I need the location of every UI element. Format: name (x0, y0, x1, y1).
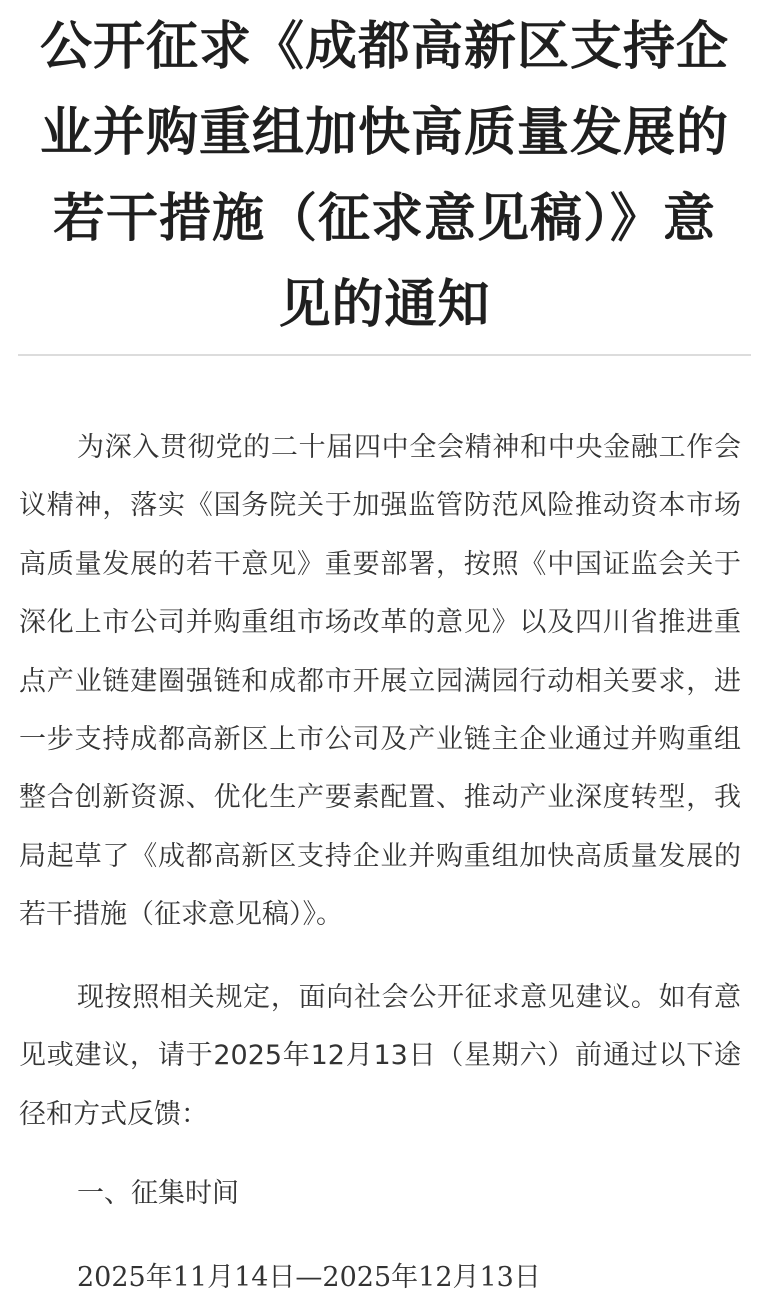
section-heading-collection-period: 一、征集时间 (77, 1178, 239, 1209)
article-title: 公开征求《成都高新区支持企业并购重组加快高质量发展的若干措施（征求意见稿）》意见的通知 (39, 17, 729, 335)
body-paragraph-intro: 为深入贯彻党的二十届四中全会精神和中央金融工作会议精神，落实《国务院关于加强监管防范风险推动资本市场高质量发展的若干意见》重要部署，按照《中国证监会关于深化上市公司并购重组市场改革的意见》以及四川省推进重点产业链建圈强链和成都市开展立园满园行动相关要求，进一步支持成都高新区上市公司及产业链主企业通过并购重组整合创新资源、优化生产要素配置、推动产业深度转型，我局起草了《成都高新区支持企业并购重组加快高质量发展的若干措施（征求意见稿）》。 (19, 432, 741, 931)
title-divider (18, 354, 751, 356)
collection-period-dates: 2025年11月14日—2025年12月13日 (77, 1262, 541, 1293)
body-paragraph-feedback: 现按照相关规定，面向社会公开征求意见建议。如有意见或建议，请于2025年12月13日（星期六）前通过以下途径和方式反馈： (19, 982, 741, 1130)
